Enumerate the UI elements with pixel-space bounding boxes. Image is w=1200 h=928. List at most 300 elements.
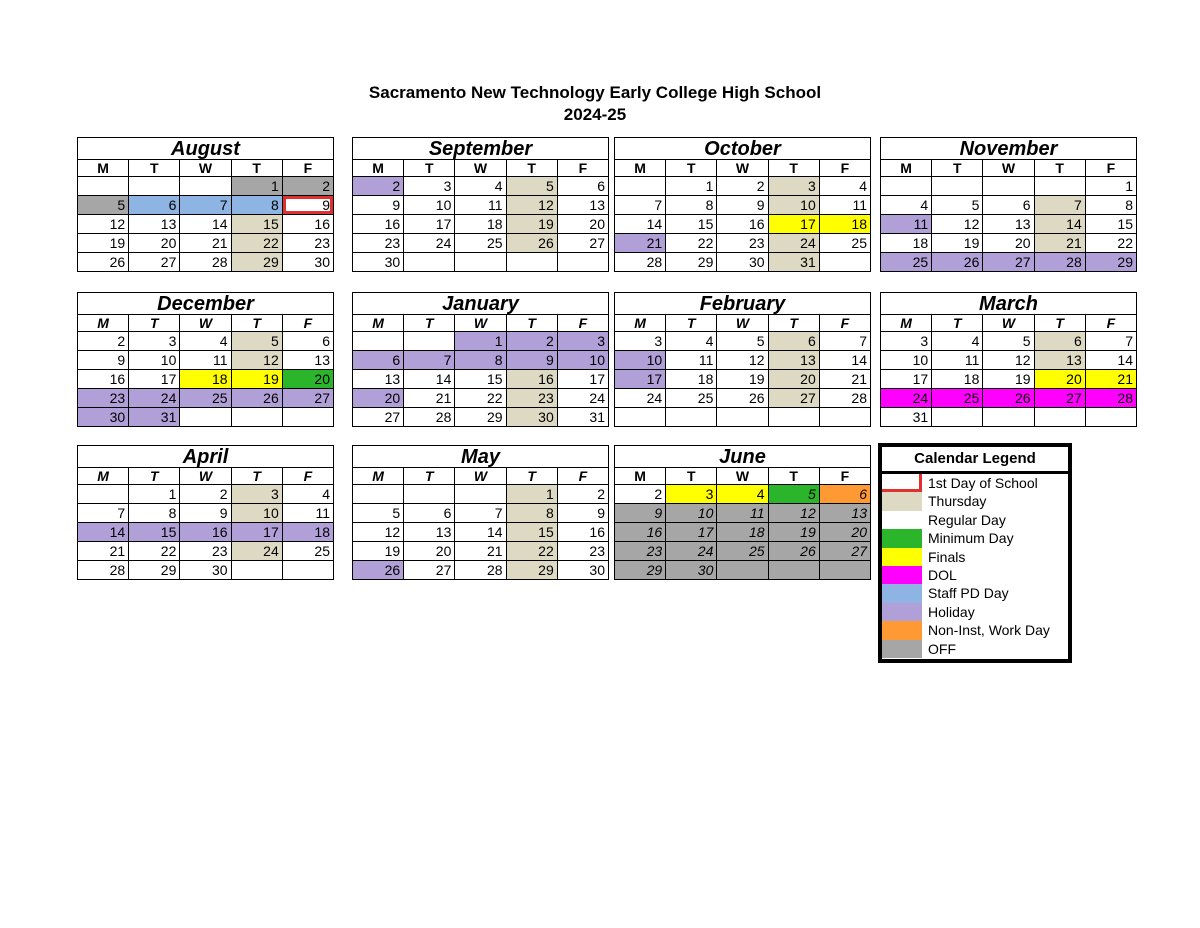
weekday-header: T xyxy=(231,315,282,332)
week-row xyxy=(353,351,609,370)
week-row xyxy=(353,561,609,580)
week-row xyxy=(881,196,1137,215)
day-cell: 18 xyxy=(717,523,768,542)
day-cell: 14 xyxy=(404,370,455,389)
weekday-header: W xyxy=(180,315,231,332)
day-cell: 26 xyxy=(506,234,557,253)
legend-item xyxy=(882,621,1068,639)
week-row xyxy=(615,485,871,504)
week-row xyxy=(78,542,334,561)
legend-item xyxy=(882,548,1068,566)
day-cell: 6 xyxy=(983,196,1034,215)
weekday-header: W xyxy=(180,468,231,485)
month-name: June xyxy=(615,446,871,468)
weekday-header: M xyxy=(353,160,404,177)
day-cell: 7 xyxy=(615,196,666,215)
week-row xyxy=(615,234,871,253)
day-cell: 18 xyxy=(881,234,932,253)
day-cell: 4 xyxy=(455,177,506,196)
day-cell: 10 xyxy=(404,196,455,215)
week-row xyxy=(615,504,871,523)
weekday-header: T xyxy=(768,315,819,332)
day-cell: 28 xyxy=(180,253,231,272)
day-cell: 10 xyxy=(615,351,666,370)
week-row xyxy=(353,196,609,215)
day-cell: 17 xyxy=(231,523,282,542)
day-cell: 10 xyxy=(557,351,608,370)
weekday-header: T xyxy=(932,315,983,332)
week-row xyxy=(881,351,1137,370)
day-cell: 12 xyxy=(768,504,819,523)
legend-item xyxy=(882,603,1068,621)
day-cell: 5 xyxy=(78,196,129,215)
empty-cell xyxy=(666,408,717,427)
month-table xyxy=(352,137,609,272)
day-cell: 24 xyxy=(231,542,282,561)
day-cell: 18 xyxy=(819,215,870,234)
legend-swatch xyxy=(882,640,922,658)
day-cell: 19 xyxy=(983,370,1034,389)
empty-cell xyxy=(768,408,819,427)
weekday-header: T xyxy=(666,315,717,332)
day-cell: 21 xyxy=(615,234,666,253)
legend-item xyxy=(882,640,1068,658)
day-cell: 25 xyxy=(932,389,983,408)
day-cell: 19 xyxy=(717,370,768,389)
day-cell: 7 xyxy=(455,504,506,523)
week-row xyxy=(353,177,609,196)
day-cell: 4 xyxy=(881,196,932,215)
empty-cell xyxy=(932,177,983,196)
month-table xyxy=(352,292,609,427)
day-cell: 2 xyxy=(717,177,768,196)
day-cell: 19 xyxy=(231,370,282,389)
week-row xyxy=(615,561,871,580)
empty-cell xyxy=(819,408,870,427)
empty-cell xyxy=(78,177,129,196)
week-row xyxy=(78,485,334,504)
day-cell: 13 xyxy=(353,370,404,389)
day-cell: 30 xyxy=(557,561,608,580)
week-row xyxy=(615,542,871,561)
week-row xyxy=(615,370,871,389)
weekday-header: W xyxy=(455,468,506,485)
day-cell: 25 xyxy=(455,234,506,253)
legend-label: Thursday xyxy=(928,493,987,510)
day-cell: 5 xyxy=(353,504,404,523)
day-cell: 23 xyxy=(717,234,768,253)
week-row xyxy=(78,351,334,370)
empty-cell xyxy=(557,253,608,272)
day-cell: 26 xyxy=(231,389,282,408)
day-cell: 14 xyxy=(819,351,870,370)
day-cell: 6 xyxy=(557,177,608,196)
empty-cell xyxy=(78,485,129,504)
weekday-header: W xyxy=(717,468,768,485)
weekday-header: M xyxy=(78,468,129,485)
weekday-header: T xyxy=(231,468,282,485)
day-cell: 19 xyxy=(506,215,557,234)
day-cell: 18 xyxy=(666,370,717,389)
empty-cell xyxy=(819,253,870,272)
legend-label: Non-Inst, Work Day xyxy=(928,622,1050,639)
day-cell: 11 xyxy=(819,196,870,215)
day-cell: 26 xyxy=(353,561,404,580)
empty-cell xyxy=(506,253,557,272)
month-name: February xyxy=(615,293,871,315)
day-cell: 22 xyxy=(129,542,180,561)
legend-label: 1st Day of School xyxy=(928,475,1038,491)
weekday-header: T xyxy=(1034,315,1085,332)
day-cell: 3 xyxy=(666,485,717,504)
day-cell: 6 xyxy=(819,485,870,504)
week-row xyxy=(353,370,609,389)
empty-cell xyxy=(819,561,870,580)
day-cell: 21 xyxy=(1034,234,1085,253)
day-cell: 6 xyxy=(768,332,819,351)
day-cell: 12 xyxy=(932,215,983,234)
week-row xyxy=(881,215,1137,234)
day-cell: 11 xyxy=(717,504,768,523)
month-september xyxy=(352,137,609,272)
week-row xyxy=(78,253,334,272)
day-cell: 14 xyxy=(180,215,231,234)
day-cell: 3 xyxy=(129,332,180,351)
month-name: November xyxy=(881,138,1137,160)
day-cell: 15 xyxy=(666,215,717,234)
day-cell: 8 xyxy=(506,504,557,523)
weekday-header: W xyxy=(180,160,231,177)
month-table xyxy=(880,292,1137,427)
day-cell: 1 xyxy=(231,177,282,196)
weekday-header: F xyxy=(282,468,333,485)
empty-cell xyxy=(983,177,1034,196)
day-cell: 28 xyxy=(404,408,455,427)
day-cell: 13 xyxy=(557,196,608,215)
week-row xyxy=(615,332,871,351)
day-cell: 26 xyxy=(768,542,819,561)
week-row xyxy=(353,332,609,351)
weekday-header: M xyxy=(615,468,666,485)
day-cell: 20 xyxy=(353,389,404,408)
day-cell: 12 xyxy=(717,351,768,370)
month-table xyxy=(880,137,1137,272)
day-cell: 2 xyxy=(557,485,608,504)
month-name: January xyxy=(353,293,609,315)
legend-swatch xyxy=(882,548,922,566)
weekday-header: W xyxy=(455,315,506,332)
weekday-header: T xyxy=(129,315,180,332)
weekday-header: F xyxy=(557,315,608,332)
day-cell: 23 xyxy=(353,234,404,253)
empty-cell xyxy=(404,332,455,351)
day-cell: 5 xyxy=(717,332,768,351)
day-cell: 10 xyxy=(666,504,717,523)
day-cell: 24 xyxy=(666,542,717,561)
day-cell: 12 xyxy=(983,351,1034,370)
day-cell: 25 xyxy=(819,234,870,253)
legend-title: Calendar Legend xyxy=(882,447,1068,474)
weekday-header: T xyxy=(506,315,557,332)
empty-cell xyxy=(404,253,455,272)
week-row xyxy=(353,485,609,504)
month-march xyxy=(880,292,1137,427)
day-cell: 27 xyxy=(768,389,819,408)
weekday-header: T xyxy=(1034,160,1085,177)
day-cell: 10 xyxy=(768,196,819,215)
empty-cell xyxy=(455,485,506,504)
day-cell: 21 xyxy=(455,542,506,561)
empty-cell xyxy=(231,561,282,580)
day-cell: 2 xyxy=(282,177,333,196)
day-cell: 20 xyxy=(983,234,1034,253)
weekday-header: F xyxy=(282,315,333,332)
week-row xyxy=(353,234,609,253)
day-cell: 13 xyxy=(768,351,819,370)
day-cell: 30 xyxy=(717,253,768,272)
month-name: December xyxy=(78,293,334,315)
day-cell: 20 xyxy=(129,234,180,253)
day-cell: 20 xyxy=(404,542,455,561)
month-name: August xyxy=(78,138,334,160)
day-cell: 26 xyxy=(932,253,983,272)
day-cell: 21 xyxy=(180,234,231,253)
day-cell: 30 xyxy=(282,253,333,272)
day-cell: 1 xyxy=(129,485,180,504)
day-cell: 31 xyxy=(881,408,932,427)
weekday-header: T xyxy=(129,160,180,177)
empty-cell xyxy=(717,408,768,427)
day-cell: 13 xyxy=(129,215,180,234)
weekday-header: M xyxy=(353,315,404,332)
day-cell: 23 xyxy=(282,234,333,253)
day-cell: 12 xyxy=(353,523,404,542)
day-cell: 5 xyxy=(932,196,983,215)
day-cell: 24 xyxy=(129,389,180,408)
day-cell: 22 xyxy=(231,234,282,253)
weekday-header: W xyxy=(983,160,1034,177)
day-cell: 15 xyxy=(455,370,506,389)
day-cell: 23 xyxy=(506,389,557,408)
day-cell: 30 xyxy=(78,408,129,427)
day-cell: 23 xyxy=(615,542,666,561)
week-row xyxy=(353,389,609,408)
day-cell: 13 xyxy=(1034,351,1085,370)
day-cell: 2 xyxy=(180,485,231,504)
day-cell: 13 xyxy=(282,351,333,370)
day-cell: 5 xyxy=(983,332,1034,351)
weekday-header: M xyxy=(78,315,129,332)
day-cell: 13 xyxy=(404,523,455,542)
month-june xyxy=(614,445,871,580)
day-cell: 11 xyxy=(881,215,932,234)
day-cell: 22 xyxy=(1085,234,1136,253)
empty-cell xyxy=(231,408,282,427)
weekday-header: T xyxy=(404,160,455,177)
day-cell: 1 xyxy=(1085,177,1136,196)
week-row xyxy=(78,215,334,234)
empty-cell xyxy=(282,408,333,427)
weekday-header: T xyxy=(506,468,557,485)
legend-item xyxy=(882,584,1068,602)
weekday-header: W xyxy=(983,315,1034,332)
day-cell: 31 xyxy=(557,408,608,427)
day-cell: 21 xyxy=(1085,370,1136,389)
empty-cell xyxy=(404,485,455,504)
week-row xyxy=(353,504,609,523)
day-cell: 20 xyxy=(768,370,819,389)
empty-cell xyxy=(983,408,1034,427)
empty-cell xyxy=(353,485,404,504)
day-cell: 9 xyxy=(78,351,129,370)
day-cell: 27 xyxy=(819,542,870,561)
weekday-header: T xyxy=(666,468,717,485)
day-cell: 19 xyxy=(78,234,129,253)
weekday-header: M xyxy=(353,468,404,485)
day-cell: 25 xyxy=(282,542,333,561)
month-table xyxy=(77,137,334,272)
legend-swatch xyxy=(882,492,922,510)
day-cell: 27 xyxy=(983,253,1034,272)
day-cell: 14 xyxy=(455,523,506,542)
day-cell: 7 xyxy=(819,332,870,351)
day-cell: 9 xyxy=(557,504,608,523)
day-cell: 6 xyxy=(129,196,180,215)
day-cell: 30 xyxy=(666,561,717,580)
week-row xyxy=(353,215,609,234)
day-cell: 24 xyxy=(881,389,932,408)
month-november xyxy=(880,137,1137,272)
month-may xyxy=(352,445,609,580)
week-row xyxy=(615,351,871,370)
day-cell: 29 xyxy=(455,408,506,427)
day-cell: 6 xyxy=(353,351,404,370)
empty-cell xyxy=(768,561,819,580)
month-october xyxy=(614,137,871,272)
month-april xyxy=(77,445,334,580)
day-cell: 26 xyxy=(78,253,129,272)
empty-cell xyxy=(932,408,983,427)
legend-swatch xyxy=(882,529,922,547)
weekday-header: T xyxy=(768,160,819,177)
day-cell: 28 xyxy=(455,561,506,580)
week-row xyxy=(615,253,871,272)
day-cell: 16 xyxy=(717,215,768,234)
month-february xyxy=(614,292,871,427)
day-cell: 15 xyxy=(1085,215,1136,234)
month-table xyxy=(614,292,871,427)
day-cell: 1 xyxy=(455,332,506,351)
weekday-header: F xyxy=(282,160,333,177)
weekday-header: F xyxy=(819,315,870,332)
day-cell: 7 xyxy=(1034,196,1085,215)
day-cell: 17 xyxy=(881,370,932,389)
legend-item xyxy=(882,566,1068,584)
day-cell: 27 xyxy=(282,389,333,408)
day-cell: 26 xyxy=(983,389,1034,408)
weekday-header: T xyxy=(768,468,819,485)
day-cell: 11 xyxy=(666,351,717,370)
weekday-header: M xyxy=(881,160,932,177)
month-table xyxy=(614,137,871,272)
week-row xyxy=(881,408,1137,427)
legend-swatch xyxy=(882,603,922,621)
day-cell: 20 xyxy=(282,370,333,389)
day-cell: 2 xyxy=(353,177,404,196)
day-cell: 4 xyxy=(932,332,983,351)
day-cell: 9 xyxy=(353,196,404,215)
day-cell: 15 xyxy=(506,523,557,542)
day-cell: 4 xyxy=(819,177,870,196)
day-cell: 7 xyxy=(180,196,231,215)
legend-item xyxy=(882,529,1068,547)
week-row xyxy=(615,389,871,408)
day-cell: 4 xyxy=(180,332,231,351)
day-cell: 7 xyxy=(404,351,455,370)
day-cell: 19 xyxy=(932,234,983,253)
day-cell: 31 xyxy=(129,408,180,427)
legend-label: Minimum Day xyxy=(928,530,1014,547)
day-cell: 24 xyxy=(768,234,819,253)
weekday-header: F xyxy=(557,468,608,485)
month-name: April xyxy=(78,446,334,468)
week-row xyxy=(353,253,609,272)
day-cell: 28 xyxy=(1034,253,1085,272)
week-row xyxy=(881,370,1137,389)
day-cell: 16 xyxy=(353,215,404,234)
legend-list xyxy=(882,474,1068,658)
week-row xyxy=(615,408,871,427)
day-cell: 17 xyxy=(557,370,608,389)
day-cell: 12 xyxy=(506,196,557,215)
day-cell: 18 xyxy=(282,523,333,542)
day-cell: 16 xyxy=(282,215,333,234)
legend-label: DOL xyxy=(928,566,957,583)
day-cell: 25 xyxy=(881,253,932,272)
week-row xyxy=(881,177,1137,196)
day-cell: 23 xyxy=(180,542,231,561)
day-cell: 2 xyxy=(506,332,557,351)
day-cell: 10 xyxy=(129,351,180,370)
day-cell: 18 xyxy=(932,370,983,389)
day-cell: 24 xyxy=(404,234,455,253)
day-cell: 9 xyxy=(615,504,666,523)
legend-label: Regular Day xyxy=(928,511,1006,528)
week-row xyxy=(881,234,1137,253)
day-cell: 4 xyxy=(717,485,768,504)
day-cell: 21 xyxy=(404,389,455,408)
month-name: May xyxy=(353,446,609,468)
week-row xyxy=(78,370,334,389)
day-cell: 2 xyxy=(78,332,129,351)
day-cell: 8 xyxy=(666,196,717,215)
day-cell: 9 xyxy=(180,504,231,523)
day-cell: 28 xyxy=(615,253,666,272)
month-table xyxy=(77,292,334,427)
day-cell: 6 xyxy=(1034,332,1085,351)
empty-cell xyxy=(615,408,666,427)
day-cell: 12 xyxy=(231,351,282,370)
day-cell: 2 xyxy=(615,485,666,504)
day-cell: 5 xyxy=(231,332,282,351)
day-cell: 23 xyxy=(557,542,608,561)
day-cell: 6 xyxy=(404,504,455,523)
day-cell: 22 xyxy=(455,389,506,408)
week-row xyxy=(353,523,609,542)
month-january xyxy=(352,292,609,427)
week-row xyxy=(615,196,871,215)
day-cell: 4 xyxy=(666,332,717,351)
